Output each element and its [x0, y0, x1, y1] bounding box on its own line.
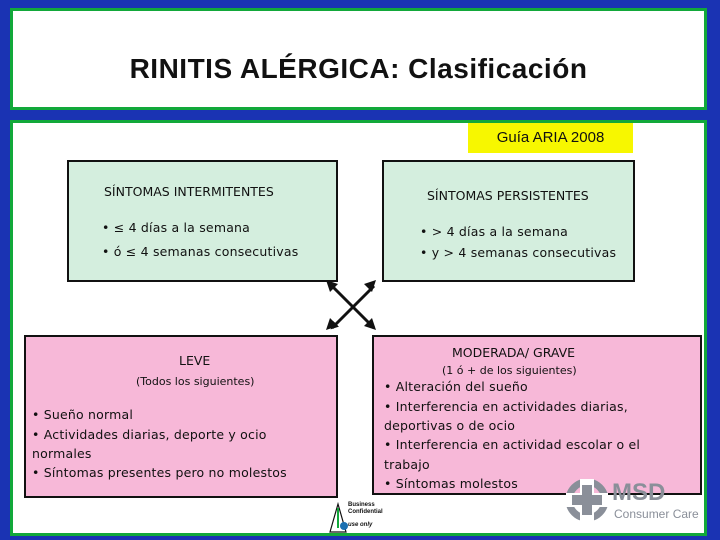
leve-line: • Actividades diarias, deporte y ocio [32, 427, 267, 442]
msd-tagline: Consumer Care [614, 507, 699, 521]
slide-title: RINITIS ALÉRGICA: Clasificación [129, 53, 588, 84]
moderada-subheading: (1 ó + de los siguientes) [442, 364, 577, 377]
moderada-box [372, 335, 702, 495]
leve-box [24, 335, 338, 498]
leve-line: • Sueño normal [32, 407, 134, 422]
persistentes-item: • > 4 días a la semana [420, 224, 569, 239]
leve-line: normales [32, 446, 92, 461]
moderada-heading: MODERADA/ GRAVE [452, 345, 576, 360]
persistentes-heading: SÍNTOMAS PERSISTENTES [427, 188, 589, 203]
msd-logo [566, 477, 708, 529]
moderada-line: trabajo [384, 457, 430, 472]
badge-line: use only [348, 522, 373, 528]
intermitentes-item: • ≤ 4 días a la semana [102, 220, 251, 235]
badge-line: Confidential [348, 509, 383, 515]
badge-line: Business [348, 502, 375, 508]
intermitentes-box [67, 160, 338, 282]
cross-arrows-icon [318, 272, 384, 338]
leve-line: • Síntomas presentes pero no molestos [32, 465, 287, 480]
moderada-line: • Interferencia en actividad escolar o el [384, 437, 641, 452]
moderada-line: • Interferencia en actividades diarias, [384, 399, 628, 414]
intermitentes-item: • ó ≤ 4 semanas consecutivas [102, 244, 299, 259]
leve-heading: LEVE [179, 353, 211, 368]
moderada-line: deportivas o de ocio [384, 418, 516, 433]
business-confidential-badge [328, 500, 398, 534]
msd-logo-icon [566, 479, 608, 521]
msd-brand: MSD [612, 479, 666, 506]
leve-subheading: (Todos los siguientes) [136, 375, 255, 388]
intermitentes-heading: SÍNTOMAS INTERMITENTES [104, 184, 274, 199]
moderada-line: • Síntomas molestos [384, 476, 518, 491]
persistentes-box [382, 160, 635, 282]
title-panel [10, 8, 707, 110]
guia-label: Guía ARIA 2008 [468, 123, 633, 153]
persistentes-item: • y > 4 semanas consecutivas [420, 245, 617, 260]
moderada-line: • Alteración del sueño [384, 379, 528, 394]
